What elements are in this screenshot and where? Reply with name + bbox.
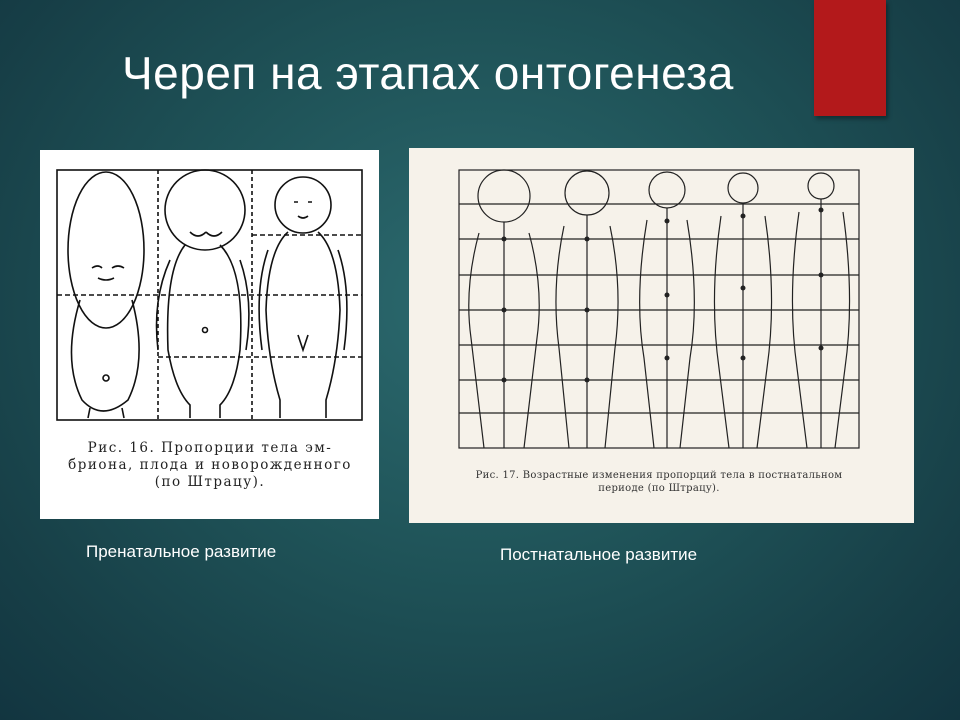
prenatal-caption [50,440,370,491]
postnatal-caption-line-1: Рис. 17. Возрастные изменения пропорций тела в постнатальном [475,470,843,481]
postnatal-label: Постнатальное развитие [500,545,698,564]
postnatal-caption-line-2: периоде (по Штрацу). [598,482,720,494]
postnatal-figure [409,148,914,523]
postnatal-caption [449,470,869,495]
slide-title: Череп на этапах онтогенеза [122,47,734,99]
postnatal-illustration [409,148,914,523]
prenatal-caption-line-3: (по Штрацу). [154,473,266,490]
prenatal-label: Пренатальное развитие [86,542,277,561]
prenatal-caption-line-2: бриона, плода и новорожденного [68,456,352,473]
accent-bar [814,0,886,116]
prenatal-caption-line-1: Рис. 16. Пропорции тела эм- [87,440,333,456]
prenatal-figure [40,150,379,519]
